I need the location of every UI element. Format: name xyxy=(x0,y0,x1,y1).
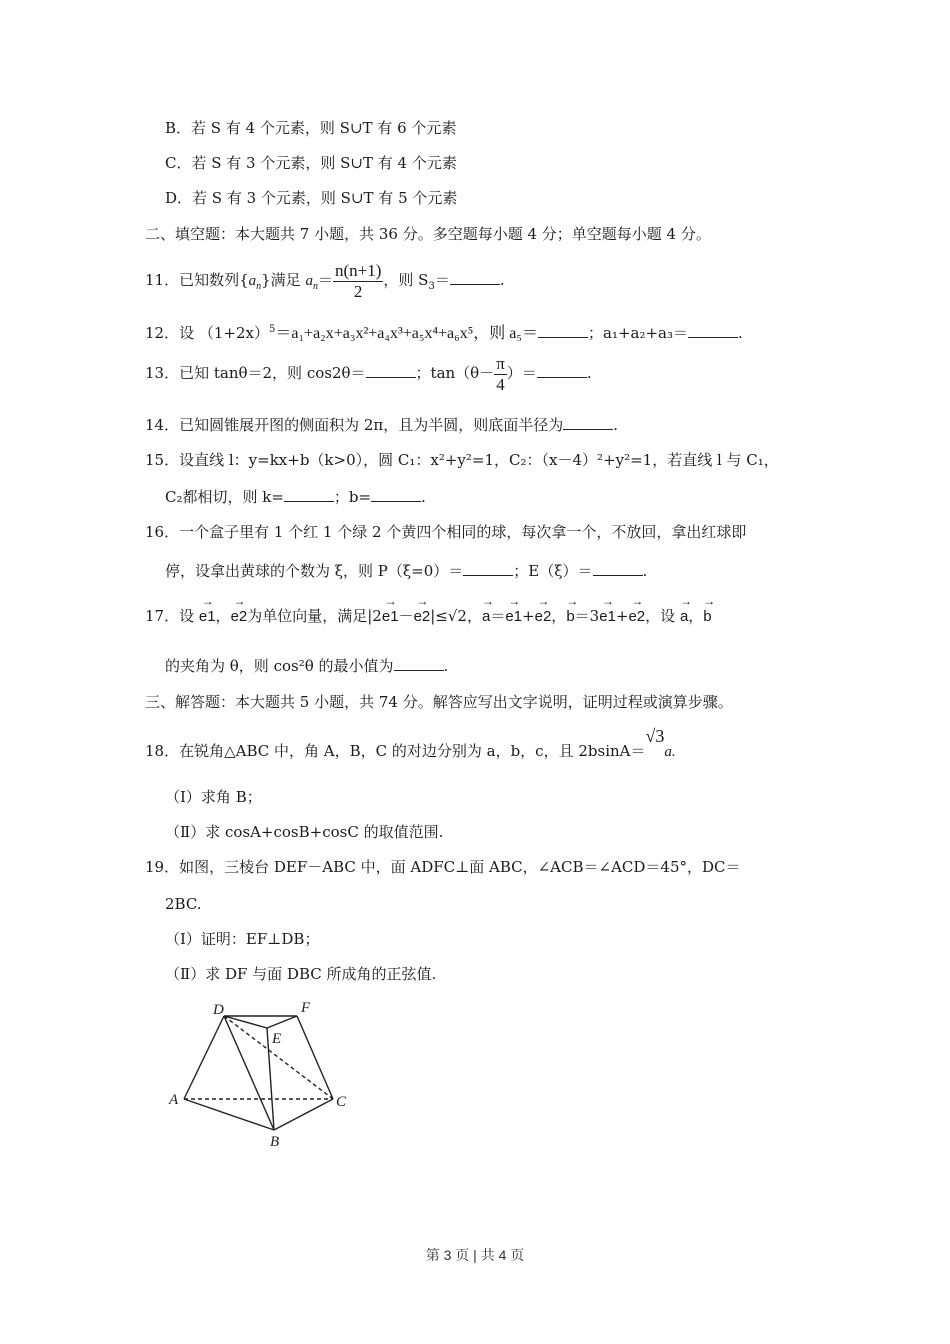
answer-blank[interactable] xyxy=(538,323,588,338)
vector-a: → a xyxy=(680,607,688,627)
question-19-line-1: 19．如图，三棱台 DEF－ABC 中，面 ADFC⊥面 ABC，∠ACB＝∠ACD＝45°，DC＝ xyxy=(145,858,741,876)
answer-blank[interactable] xyxy=(463,561,513,576)
section-2-heading: 二、填空题：本大题共 7 小题，共 36 分。多空题每小题 4 分；单空题每小题 4 分。 xyxy=(145,225,711,243)
vector-e2: → e2 xyxy=(414,607,431,627)
sqrt-3: √3 xyxy=(645,726,665,746)
option-c: C．若 S 有 3 个元素，则 S∪T 有 4 个元素 xyxy=(165,154,457,172)
question-18: 18．在锐角△ABC 中，角 A，B，C 的对边分别为 a，b，c，且 2bsinA＝√3a. xyxy=(145,726,676,760)
label-c: C xyxy=(336,1094,347,1110)
answer-blank[interactable] xyxy=(688,323,738,338)
vector-b: → b xyxy=(566,607,574,627)
question-15-line-2: C₂都相切，则 k= ；b= . xyxy=(165,488,426,506)
frustum-diagram xyxy=(160,990,370,1150)
vector-e1: → e1 xyxy=(505,607,522,627)
question-18-part-2: （Ⅱ）求 cosA+cosB+cosC 的取值范围. xyxy=(165,823,444,841)
answer-blank[interactable] xyxy=(394,656,444,671)
question-17-line-1: 17．设 → e1，→ e2为单位向量，满足|2→ e1－→ e2|≤√2，→ a＝→ e1+→ e2，→ b＝3→ e1+→ e2，设 → a，→ b xyxy=(145,606,712,627)
section-3-heading: 三、解答题：本大题共 5 小题，共 74 分。解答应写出文字说明，证明过程或演算步骤。 xyxy=(145,693,733,711)
option-b: B．若 S 有 4 个元素，则 S∪T 有 6 个元素 xyxy=(165,119,457,137)
answer-blank[interactable] xyxy=(537,363,587,378)
answer-blank[interactable] xyxy=(284,487,334,502)
answer-blank[interactable] xyxy=(563,415,613,430)
vector-e2: → e2 xyxy=(535,607,552,627)
page-footer: 第 3 页 | 共 4 页 xyxy=(425,1247,525,1263)
vector-a: → a xyxy=(482,607,490,627)
question-12: 12．设 $(1+2x)^5=a_1+a_2x+a_3x^2+a_4x^3+a_5x^4+a_6x^5$，则 a₅＝ ；a₁+a₂+a₃＝ . xyxy=(145,324,743,342)
label-e: E xyxy=(272,1031,282,1047)
question-11: 11．已知数列$\{a_n\}$满足 $a_n=$ $\frac{n(n+1)}{2}$ ，则 $S_3=$ . xyxy=(145,260,505,301)
label-b: B xyxy=(270,1134,280,1150)
vector-e1: → e1 xyxy=(599,607,616,627)
question-16-line-2: 停，设拿出黄球的个数为 ξ，则 P（ξ=0）＝ ；E（ξ）＝ . xyxy=(165,562,648,580)
label-f: F xyxy=(301,1000,311,1016)
vector-e2: → e2 xyxy=(231,607,248,627)
label-d: D xyxy=(213,1002,224,1018)
question-15-line-1: 15．设直线 l：y=kx+b（k>0），圆 C₁：x²+y²=1，C₂：（x－4）²+y²=1，若直线 l 与 C₁， xyxy=(145,451,779,469)
question-13: 13．已知 tanθ＝2，则 cos2θ＝ ；tan（θ－ $\frac{\pi}{4}$ ）＝ . xyxy=(145,353,592,394)
question-19-line-2: 2BC. xyxy=(165,895,202,913)
vector-e1: → e1 xyxy=(199,607,216,627)
vector-b: → b xyxy=(703,607,711,627)
vector-e1: → e1 xyxy=(382,607,399,627)
answer-blank[interactable] xyxy=(371,487,421,502)
label-a: A xyxy=(169,1092,179,1108)
question-19-part-2: （Ⅱ）求 DF 与面 DBC 所成角的正弦值. xyxy=(165,965,437,983)
vector-e2: → e2 xyxy=(628,607,645,627)
question-16-line-1: 16．一个盒子里有 1 个红 1 个绿 2 个黄四个相同的球，每次拿一个，不放回，拿出红球即 xyxy=(145,523,747,541)
fraction: $\frac{\pi}{4}$ xyxy=(496,353,505,394)
answer-blank[interactable] xyxy=(593,561,643,576)
question-18-part-1: （Ⅰ）求角 B； xyxy=(165,788,262,806)
question-17-line-2: 的夹角为 θ，则 cos²θ 的最小值为 . xyxy=(165,657,449,675)
answer-blank[interactable] xyxy=(450,270,500,285)
question-19-part-1: （Ⅰ）证明：EF⊥DB； xyxy=(165,930,320,948)
answer-blank[interactable] xyxy=(366,363,416,378)
fraction: $\frac{n(n+1)}{2}$ xyxy=(334,260,382,301)
question-14: 14．已知圆锥展开图的侧面积为 2π，且为半圆，则底面半径为 . xyxy=(145,416,619,434)
option-d: D．若 S 有 3 个元素，则 S∪T 有 5 个元素 xyxy=(165,189,458,207)
